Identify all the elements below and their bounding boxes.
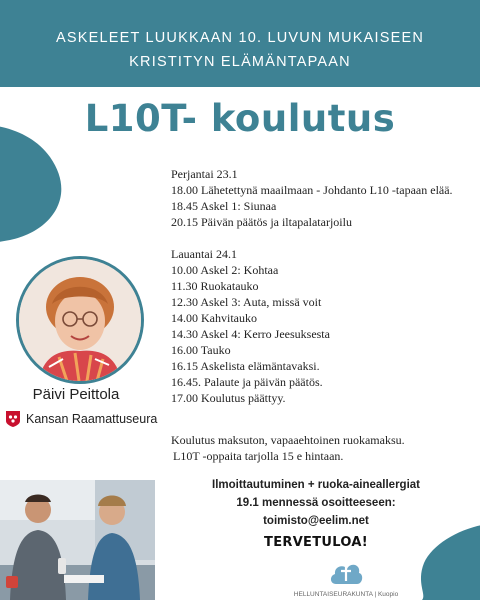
schedule-item: 18.45 Askel 1: Siunaa [171, 199, 277, 213]
saturday-heading: Lauantai 24.1 [171, 247, 237, 261]
pricing-note [171, 432, 471, 464]
pricing-note-line-1: Koulutus maksuton, vapaaehtoinen ruokamaksu. [171, 433, 405, 447]
speaker-portrait-image [19, 259, 141, 381]
registration-line-1: Ilmoittautuminen + ruoka-aineallergiat [212, 479, 420, 491]
registration-email[interactable]: toimisto@eelim.net [263, 515, 369, 527]
speaker-portrait [16, 256, 144, 384]
header-line-1: ASKELEET LUUKKAAN 10. LUVUN MUKAISEEN [55, 30, 425, 46]
header-line-2: KRISTITYN ELÄMÄNTAPAAN [129, 54, 351, 70]
page-title: L10T- koulutus [84, 97, 396, 140]
schedule-item: 16.00 Tauko [171, 343, 231, 357]
schedule [171, 166, 476, 406]
people-photo [0, 480, 155, 600]
schedule-item: 12.30 Askel 3: Auta, missä voit [171, 295, 322, 309]
schedule-item: 17.00 Koulutus päättyy. [171, 391, 286, 405]
organization [6, 411, 157, 427]
registration-info [156, 476, 476, 530]
people-photo-image [0, 480, 155, 600]
pricing-note-line-2: L10T -oppaita tarjolla 15 e hintaan. [173, 449, 344, 463]
schedule-item: 16.45. Palaute ja päivän päätös. [171, 375, 323, 389]
registration-line-2: 19.1 mennessä osoitteeseen: [236, 497, 396, 509]
schedule-item: 20.15 Päivän päätös ja iltapalatarjoilu [171, 215, 352, 229]
header-banner [0, 0, 480, 87]
church-logo [286, 556, 406, 598]
schedule-item: 16.15 Askelista elämäntavaksi. [171, 359, 320, 373]
schedule-gap [171, 230, 476, 246]
friday-heading: Perjantai 23.1 [171, 167, 238, 181]
welcome-text: TERVETULOA! [264, 535, 368, 550]
speaker-name: Päivi Peittola [32, 386, 120, 403]
schedule-item: 18.00 Lähetettynä maailmaan - Johdanto L10 -tapaan elää. [171, 183, 453, 197]
church-name: HELLUNTAISEURAKUNTA | Kuopio [293, 591, 399, 598]
schedule-item: 10.00 Askel 2: Kohtaa [171, 263, 279, 277]
church-cloud-icon [328, 556, 364, 586]
schedule-item: 14.30 Askel 4: Kerro Jeesuksesta [171, 327, 330, 341]
organization-logo-icon [6, 411, 20, 427]
organization-name: Kansan Raamattuseura [26, 412, 158, 426]
schedule-item: 14.00 Kahvitauko [171, 311, 257, 325]
schedule-item: 11.30 Ruokatauko [171, 279, 259, 293]
